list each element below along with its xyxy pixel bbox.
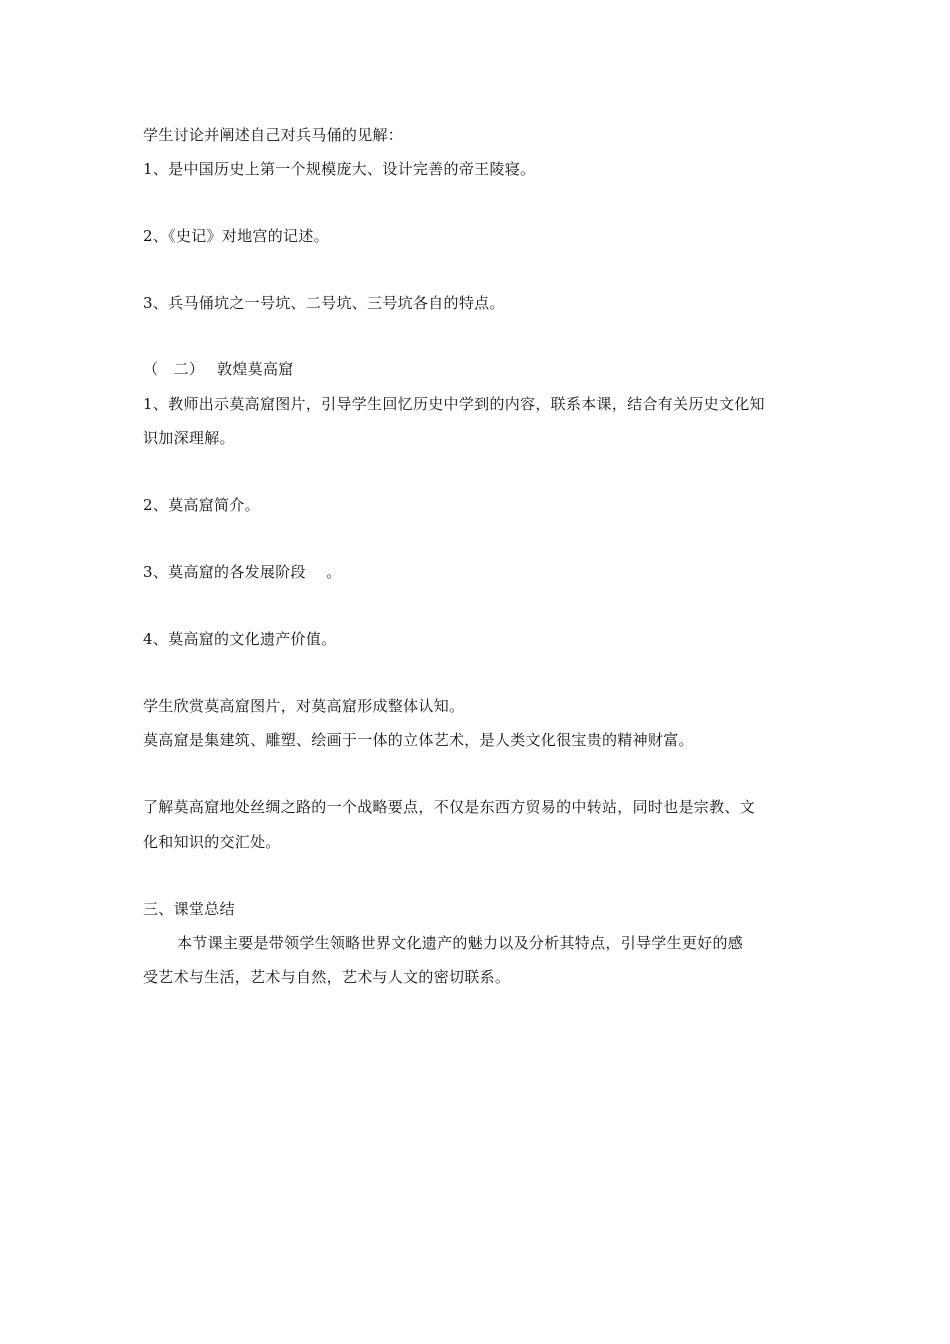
terracotta-point-3: 3、兵马俑坑之一号坑、二号坑、三号坑各自的特点。 — [143, 294, 505, 312]
intro-text: 学生讨论并阐述自己对兵马俑的见解： — [143, 126, 404, 144]
mogao-point-1-line-2: 识加深理解。 — [143, 429, 235, 447]
terracotta-point-2: 2、《史记》对地宫的记述。 — [143, 227, 329, 245]
terracotta-point-1: 1、是中国历史上第一个规模庞大、设计完善的帝王陵寝。 — [143, 160, 536, 178]
section-heading-mogao: （ 二） 敦煌莫高窟 — [143, 360, 294, 378]
art-statement-text: 莫高窟是集建筑、雕塑、绘画于一体的立体艺术，是人类文化很宝贵的精神财富。 — [143, 731, 694, 749]
mogao-point-4: 4、莫高窟的文化遗产价值。 — [143, 630, 337, 648]
mogao-point-3: 3、莫高窟的各发展阶段 。 — [143, 563, 342, 581]
silk-road-line-2: 化和知识的交汇处。 — [143, 833, 281, 851]
summary-heading: 三、课堂总结 — [143, 900, 235, 918]
summary-line-2: 受艺术与生活，艺术与自然，艺术与人文的密切联系。 — [143, 968, 511, 986]
mogao-point-1-line-1: 1、教师出示莫高窟图片，引导学生回忆历史中学到的内容，联系本课，结合有关历史文化知 — [143, 395, 765, 413]
appreciation-text: 学生欣赏莫高窟图片，对莫高窟形成整体认知。 — [143, 697, 465, 715]
mogao-point-2: 2、莫高窟简介。 — [143, 496, 260, 514]
silk-road-line-1: 了解莫高窟地处丝绸之路的一个战略要点，不仅是东西方贸易的中转站，同时也是宗教、文 — [143, 798, 756, 816]
summary-line-1: 本节课主要是带领学生领略世界文化遗产的魅力以及分析其特点，引导学生更好的感 — [177, 934, 744, 952]
